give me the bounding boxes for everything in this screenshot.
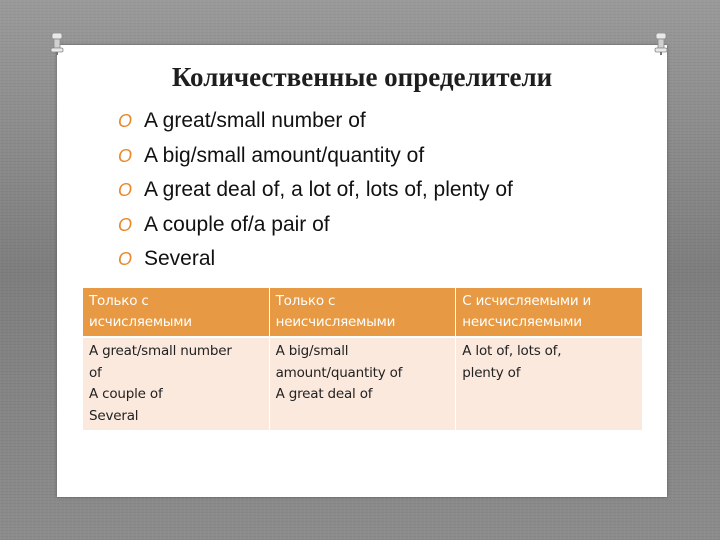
cell-line: Several: [89, 407, 139, 424]
cell-line: plenty of: [462, 364, 521, 381]
bullet-text: A big/small amount/quantity of: [144, 143, 425, 167]
bullet-marker: O: [118, 145, 133, 166]
header-line: Только с: [89, 293, 149, 309]
bullet-marker: O: [118, 111, 133, 131]
bullet-text: A couple of/a pair of: [144, 212, 330, 236]
bullet-marker: O: [118, 214, 133, 235]
determiners-table: [82, 287, 643, 431]
bullet-item: [118, 242, 513, 277]
cell-both: [456, 337, 643, 431]
header-countable: [83, 288, 270, 338]
bullet-item: [118, 208, 513, 243]
cell-line: of: [89, 364, 102, 381]
cell-line: A lot of, lots of,: [462, 343, 562, 359]
bullet-item: [118, 104, 513, 139]
slide-title: Количественные определители: [171, 62, 553, 92]
bullet-item: [118, 139, 513, 174]
header-line: Только с: [275, 293, 336, 309]
header-line: неисчисляемыми: [462, 314, 582, 330]
table-header-row: [83, 288, 643, 338]
pushpin-icon: [653, 33, 669, 55]
bullet-marker: O: [118, 249, 133, 269]
table-row: [83, 337, 643, 431]
bullet-list: [118, 104, 513, 277]
cell-line: amount/quantity of: [275, 364, 403, 381]
cell-line: A great deal of: [275, 386, 373, 402]
header-line: неисчисляемыми: [275, 314, 396, 330]
header-line: С исчисляемыми и: [462, 293, 592, 309]
cell-line: A couple of: [89, 386, 163, 402]
cell-line: A great/small number: [89, 343, 232, 359]
cell-line: A big/small: [275, 343, 349, 359]
header-line: исчисляемыми: [89, 314, 192, 330]
cell-uncountable: [269, 337, 456, 431]
bullet-text: Several: [144, 247, 216, 270]
pushpin-icon: [49, 33, 65, 55]
bullet-item: [118, 173, 513, 208]
cell-countable: [83, 337, 270, 431]
header-uncountable: [269, 288, 456, 338]
bullet-marker: O: [118, 180, 133, 200]
bullet-text: A great deal of, a lot of, lots of, plenty of: [144, 178, 513, 201]
header-both: [456, 288, 643, 338]
bullet-text: A great/small number of: [144, 109, 366, 132]
